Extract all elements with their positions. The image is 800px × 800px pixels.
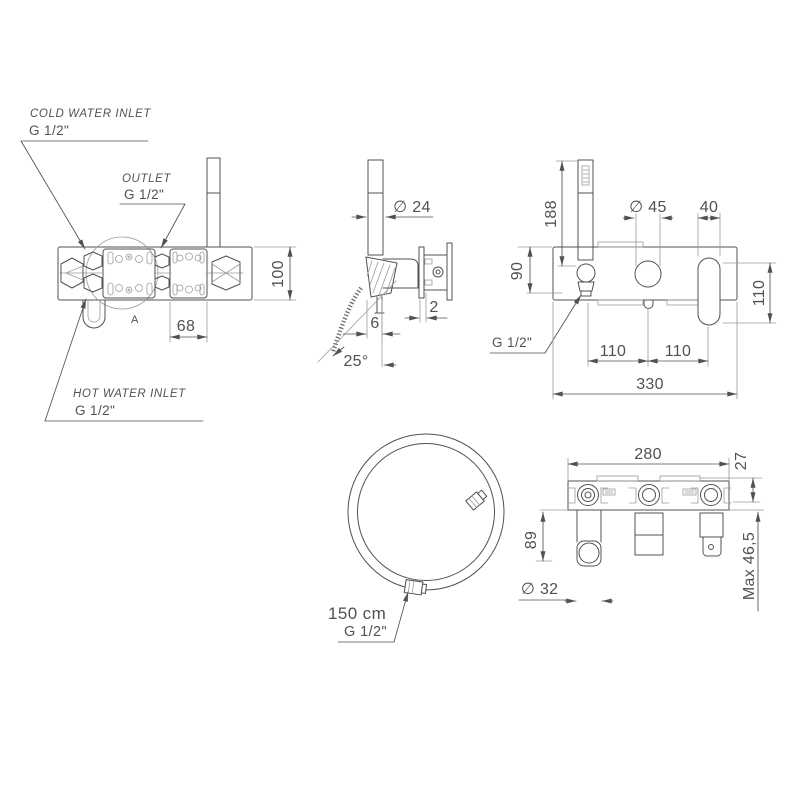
dim-40-label: 40 — [699, 199, 719, 216]
dim-100 — [254, 247, 296, 300]
dim-6-label: 6 — [370, 315, 380, 332]
hose-elbow-top-view — [577, 510, 601, 566]
dim-110-left-label: 110 — [599, 343, 627, 360]
hose-length-label: 150 cm — [328, 604, 387, 623]
dim-110-right-label: 110 — [664, 343, 692, 360]
mixer-body-top-view — [635, 513, 663, 555]
dim-max-label: Max 46,5 — [741, 531, 758, 601]
dim-280-label: 280 — [634, 446, 662, 463]
holder-thread-callout — [490, 295, 581, 353]
dim-angle-label: 25° — [343, 353, 369, 370]
dim-90-label: 90 — [509, 261, 526, 281]
hot-water-inlet-label: HOT WATER INLET — [73, 388, 186, 400]
mounting-plate-left — [103, 249, 155, 298]
dim-dia32 — [519, 581, 613, 601]
rear-connection-view — [21, 108, 296, 421]
dim-dia45 — [623, 199, 673, 266]
hose-coil-inner — [358, 444, 495, 581]
detail-marker-a: A — [131, 314, 139, 326]
hot-water-inlet-thread: G 1/2" — [75, 403, 116, 418]
holder-thread-label: G 1/2" — [492, 335, 533, 350]
knob-top-middle — [629, 485, 669, 506]
hose-connector-upper — [466, 489, 488, 510]
dim-dia24 — [352, 199, 433, 217]
handshower-wand-side — [368, 160, 383, 255]
dim-dia45-label: ∅ 45 — [629, 199, 667, 216]
top-view-wall-tabs — [597, 476, 700, 481]
hose-thread-label: G 1/2" — [344, 624, 388, 640]
outlet-label: OUTLET — [122, 173, 171, 185]
dim-27 — [733, 452, 753, 502]
cold-water-inlet-thread: G 1/2" — [29, 123, 70, 138]
handshower-wand-front — [578, 160, 593, 260]
dim-188-label: 188 — [543, 200, 560, 228]
dim-27-label: 27 — [733, 451, 750, 471]
outlet-thread: G 1/2" — [124, 187, 165, 202]
hot-water-elbow — [83, 300, 105, 328]
dim-110-spout — [723, 263, 776, 323]
inlet-hex-fittings — [61, 252, 169, 292]
front-view — [490, 160, 776, 399]
side-view — [318, 160, 452, 370]
dim-max-465 — [741, 512, 758, 611]
dim-2-label: 2 — [429, 299, 439, 316]
hose-coil-outer — [348, 434, 504, 590]
spout-front — [698, 258, 720, 325]
dim-dia24-label: ∅ 24 — [393, 199, 431, 216]
knob-top-left — [568, 485, 608, 506]
dim-330-label: 330 — [636, 376, 664, 393]
dim-89 — [523, 512, 552, 561]
handshower-holder-front — [577, 264, 595, 296]
top-view — [519, 446, 764, 611]
dim-188 — [543, 161, 577, 266]
dim-68 — [170, 302, 207, 342]
hose-coil-view — [328, 434, 504, 642]
cold-water-inlet-label: COLD WATER INLET — [30, 108, 151, 120]
spout-top-view — [700, 513, 723, 556]
dim-110-pitch — [588, 303, 708, 366]
mounting-plate-right — [170, 249, 207, 298]
dim-100-label: 100 — [270, 260, 287, 288]
dim-2 — [405, 293, 447, 322]
hose-length-callout — [328, 592, 408, 642]
outlet-callout — [120, 173, 185, 248]
control-knob — [635, 261, 661, 309]
dim-110-spout-label: 110 — [751, 279, 768, 307]
dim-89-label: 89 — [523, 530, 540, 550]
dim-280 — [568, 446, 729, 481]
dim-68-label: 68 — [176, 318, 196, 335]
dim-90 — [509, 247, 562, 293]
handshower-rod-rear — [207, 158, 220, 247]
dim-6 — [343, 300, 400, 338]
knob-top-right — [691, 485, 731, 506]
dim-dia32-label: ∅ 32 — [521, 581, 559, 598]
